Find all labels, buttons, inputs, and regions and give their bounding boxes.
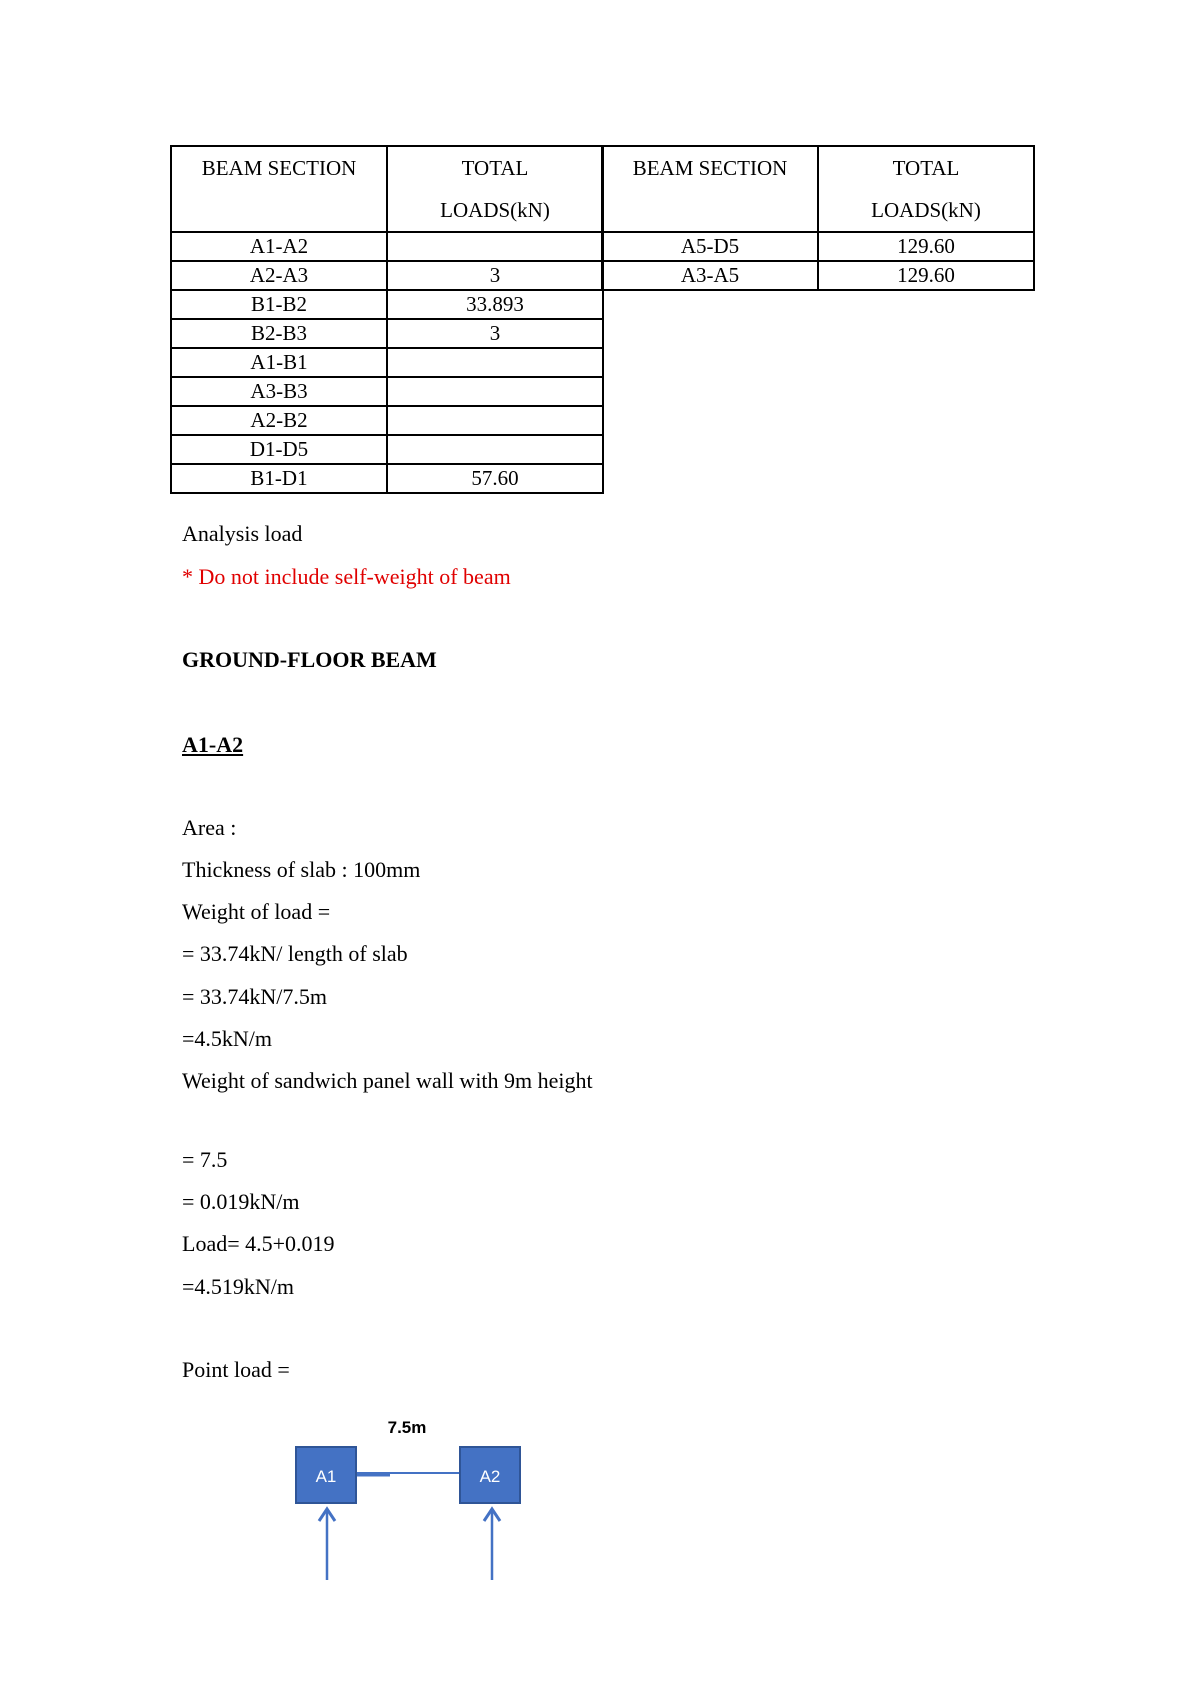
- table-row: [171, 261, 603, 290]
- total-load-cell: 129.60: [818, 261, 1034, 290]
- total-load-cell: 33.893: [387, 290, 603, 319]
- beam-section-cell: A1-B1: [171, 348, 387, 377]
- calc-line: = 33.74kN/ length of slab: [182, 941, 408, 966]
- calc-line: =4.5kN/m: [182, 1026, 273, 1051]
- node-a2-label: A2: [479, 1467, 501, 1486]
- table-header-row: [602, 146, 1034, 232]
- table-row: [171, 319, 603, 348]
- beam-section-cell: A3-A5: [602, 261, 818, 290]
- calc-line: Load= 4.5+0.019: [182, 1231, 335, 1256]
- table-row: [171, 290, 603, 319]
- header-beam-section: BEAM SECTION: [602, 146, 818, 232]
- point-load-text: Point load =: [182, 1357, 290, 1382]
- total-load-cell: [387, 377, 603, 406]
- calc-line: = 7.5: [182, 1147, 228, 1172]
- reaction-arrow-a1: [319, 1509, 335, 1580]
- weight-of-load-text: Weight of load =: [182, 899, 331, 924]
- total-load-cell: 129.60: [818, 232, 1034, 261]
- span-label: 7.5m: [387, 1418, 427, 1437]
- area-text: Area :: [182, 815, 237, 840]
- analysis-load-text: Analysis load: [182, 521, 303, 546]
- beam-load-table-left: [170, 145, 604, 494]
- beam-section-cell: B1-D1: [171, 464, 387, 493]
- header-total-loads: TOTAL LOADS(kN): [387, 146, 603, 232]
- table-row: [171, 232, 603, 261]
- total-load-cell: [387, 406, 603, 435]
- beam-load-table-right: [601, 145, 1035, 291]
- reaction-arrow-a2: [484, 1509, 500, 1580]
- beam-heading: A1-A2: [182, 732, 244, 757]
- calc-line: =4.519kN/m: [182, 1274, 295, 1299]
- total-load-cell: 3: [387, 261, 603, 290]
- beam-section-cell: A2-A3: [171, 261, 387, 290]
- beam-section-cell: A3-B3: [171, 377, 387, 406]
- header-beam-section: BEAM SECTION: [171, 146, 387, 232]
- wall-text: Weight of sandwich panel wall with 9m height: [182, 1068, 593, 1093]
- calc-line: = 0.019kN/m: [182, 1189, 300, 1214]
- table-row: [602, 261, 1034, 290]
- table-header-row: [171, 146, 603, 232]
- beam-section-cell: B1-B2: [171, 290, 387, 319]
- beam-section-cell: A5-D5: [602, 232, 818, 261]
- total-load-cell: 57.60: [387, 464, 603, 493]
- note-text: * Do not include self-weight of beam: [182, 564, 511, 589]
- beam-section-cell: A2-B2: [171, 406, 387, 435]
- section-title: GROUND-FLOOR BEAM: [182, 647, 437, 672]
- total-load-cell: [387, 232, 603, 261]
- total-load-cell: [387, 348, 603, 377]
- table-row: [171, 406, 603, 435]
- table-row: [171, 377, 603, 406]
- table-row: [171, 435, 603, 464]
- beam-section-cell: A1-A2: [171, 232, 387, 261]
- thickness-text: Thickness of slab : 100mm: [182, 857, 421, 882]
- calc-line: = 33.74kN/7.5m: [182, 984, 328, 1009]
- header-total-loads: TOTAL LOADS(kN): [818, 146, 1034, 232]
- table-row: [171, 348, 603, 377]
- table-row: [171, 464, 603, 493]
- beam-section-cell: B2-B3: [171, 319, 387, 348]
- total-load-cell: [387, 435, 603, 464]
- node-a1-label: A1: [315, 1467, 337, 1486]
- beam-section-cell: D1-D5: [171, 435, 387, 464]
- table-row: [602, 232, 1034, 261]
- beam-diagram: [280, 1405, 540, 1585]
- total-load-cell: 3: [387, 319, 603, 348]
